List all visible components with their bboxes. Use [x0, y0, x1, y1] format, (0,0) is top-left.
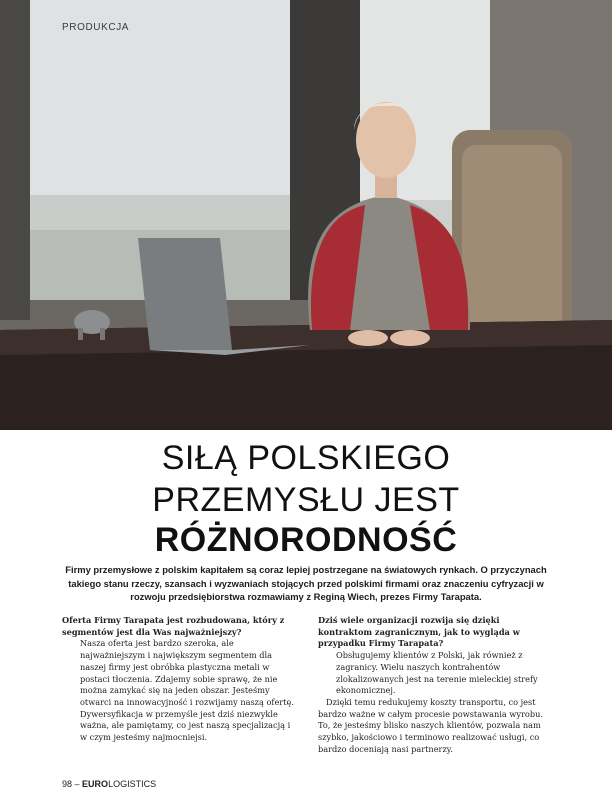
headline-line-1: SIŁĄ POLSKIEGO [161, 439, 451, 477]
article-column-left [62, 615, 294, 744]
page-footer [62, 779, 156, 789]
article-column-right [318, 615, 550, 755]
headline-line-2: PRZEMYSŁU JEST [152, 481, 460, 519]
lead-paragraph: Firmy przemysłowe z polskim kapitałem są coraz lepiej postrzegane na światowych rynkach. O przyczynach takiego stanu rzeczy, szansach i wyzwaniach stojących przed polskimi firmami oraz znaczeniu cyfryzacji w rozwoju przedsiębiorstwa rozmawiamy z Reginą Wiech, prezes Firmy Tarapata. [65, 564, 547, 603]
answer-2-paragraph-2: Dzięki temu redukujemy koszty transportu, co jest bardzo ważne w całym procesie powstawania wyrobu. To, że jesteśmy blisko naszych klientów, pozwala nam szybko, jakościowo i terminowo realizować usługi, co bardzo doceniają nasi partnerzy. [318, 696, 543, 754]
question-1: Oferta Firmy Tarapata jest rozbudowana, który z segmentów jest dla Was najważniejszy? [62, 615, 285, 637]
page-number: 98 – [62, 779, 80, 789]
question-2: Dziś wiele organizacji rozwija się dzięki kontraktom zagranicznym, jak to wygląda w przypadku Firmy Tarapata? [318, 615, 520, 649]
brand-euro: EURO [82, 779, 109, 789]
answer-1: Nasza oferta jest bardzo szeroka, ale najważniejszym i największym segmentem dla naszej firmy jest obróbka plastyczna metali w postaci tłoczenia. Zdajemy sobie sprawę, że nie można zamykać się na jeden obszar. Jesteśmy otwarci na innowacyjność i rozwijamy naszą ofertę. Dywersyfikacja w przemyśle jest dziś niezwykle ważna, ale pamiętamy, co jest naszą specjalizacją i w czym jesteśmy najmocniejsi. [80, 638, 294, 743]
answer-2-paragraph-1: Obsługujemy klientów z Polski, jak również z zagranicy. Wielu naszych kontrahentów zlokalizowanych jest na terenie mieleckiej strefy ekonomicznej. [336, 650, 538, 696]
headline-line-3: RÓŻNORODNOŚĆ [154, 521, 458, 559]
brand-logistics: LOGISTICS [108, 779, 157, 789]
section-label: PRODUKCJA [62, 22, 130, 33]
